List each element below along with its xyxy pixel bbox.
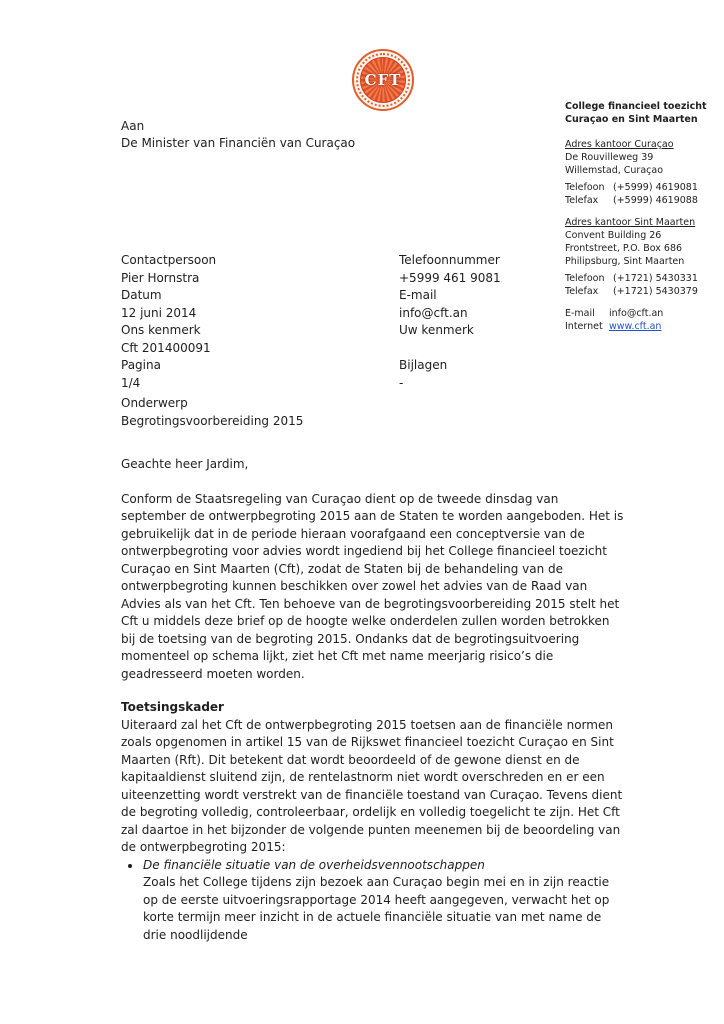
meta-label-pagina: Pagina: [121, 358, 161, 372]
meta-pair-datum-email: [121, 287, 626, 322]
section-heading-toetsingskader: Toetsingskader: [121, 700, 224, 714]
salutation: Geachte heer Jardim,: [121, 457, 249, 471]
office-sxm-address-line2: Frontstreet, P.O. Box 686: [565, 243, 683, 254]
office-curacao-heading: Adres kantoor Curaçao: [565, 139, 674, 150]
meta-value-contactpersoon: Pier Hornstra: [121, 270, 200, 285]
paragraph-2: Uiteraard zal het Cft de ontwerpbegroting 2015 toetsen aan de financiële normen zoals opgenomen in artikel 15 van de Rijkswet financieel toezicht Curaçao en Sint Maarten (Rft). Dit betekent dat wordt beoordeeld of de gewone dienst en de kapitaaldienst sluitend zijn, de rentelastnorm niet wordt overschreden en er een uiteenzetting wordt verstrekt van de financiële toestand van Curaçao. Tevens dient de begroting volledig, controleerbaar, ordelijk en volledig toegelicht te zijn. Het Cft zal daartoe in het bijzonder de volgende punten meenemen bij de beoordeling van de ontwerpbegroting 2015:: [121, 717, 623, 854]
subject-value: Begrotingsvoorbereiding 2015: [121, 413, 304, 428]
subject-label: Onderwerp: [121, 396, 188, 410]
meta-pair-kenmerk: [121, 322, 626, 357]
meta-value-telefoonnummer: +5999 461 9081: [399, 270, 501, 285]
meta-value-ons-kenmerk: Cft 201400091: [121, 340, 211, 355]
fax-row: [565, 194, 720, 207]
cft-seal-sunburst: [360, 57, 406, 103]
bullet-title: • De financiële situatie van de overheidsvennootschappen: [143, 857, 485, 872]
meta-label-telefoonnummer: Telefoonnummer: [399, 253, 500, 267]
website-link[interactable]: www.cft.an: [609, 321, 662, 332]
cft-logo-text: CFT: [364, 71, 402, 89]
meta-pair-contact-phone: [121, 252, 626, 287]
meta-label-bijlagen: Bijlagen: [399, 358, 448, 372]
recipient-name: De Minister van Financiën van Curaçao: [121, 136, 356, 150]
meta-label-ons-kenmerk: Ons kenmerk: [121, 323, 201, 337]
phone-label: Telefoon: [565, 182, 605, 193]
fax-number: (+5999) 4619088: [613, 195, 698, 206]
meta-value-uw-kenmerk: [399, 340, 626, 358]
org-name: [565, 100, 720, 126]
recipient-block: [121, 118, 355, 152]
recipient-label: Aan: [121, 119, 145, 133]
email-address-link[interactable]: info@cft.an: [609, 308, 664, 319]
meta-value-datum: 12 juni 2014: [121, 305, 197, 320]
meta-value-bijlagen: -: [399, 375, 404, 390]
phone-row: [565, 181, 720, 194]
meta-value-email: info@cft.an: [399, 305, 468, 320]
email-label: E-mail: [565, 308, 595, 319]
meta-pair-pagina-bijlagen: [121, 357, 626, 392]
office-curacao-address-line2: Willemstad, Curaçao: [565, 165, 664, 176]
fax-number: (+1721) 5430379: [613, 286, 698, 297]
fax-label: Telefax: [565, 286, 599, 297]
phone-number: (+5999) 4619081: [613, 182, 698, 193]
office-sint-maarten-heading: Adres kantoor Sint Maarten: [565, 217, 696, 228]
letter-body: [121, 456, 626, 944]
internet-label: Internet: [565, 321, 603, 332]
phone-number: (+1721) 5430331: [613, 273, 698, 284]
meta-value-pagina: 1/4: [121, 375, 141, 390]
office-curacao: [565, 138, 720, 207]
office-curacao-phones: [565, 181, 720, 207]
meta-label-email: E-mail: [399, 288, 437, 302]
letter-meta-grid: [121, 252, 626, 392]
paragraph-1: Conform de Staatsregeling van Curaçao dient op de tweede dinsdag van september de ontwerpbegroting 2015 aan de Staten te worden aangeboden. Het is gebruikelijk dat in de periode hieraan voorafgaand een conceptversie van de ontwerpbegroting voor advies wordt ingediend bij het College financieel toezicht Curaçao en Sint Maarten (Cft), zodat de Staten bij de behandeling van de ontwerpbegroting kunnen beschikken over zowel het advies van de Raad van Advies als van het Cft. Ten behoeve van de begrotingsvoorbereiding 2015 stelt het Cft u middels deze brief op de hoogte welke onderdelen zullen worden betrokken bij de toetsing van de begroting 2015. Ondanks dat de begrotingsuitvoering momenteel op schema lijkt, ziet het Cft met name meerjarig risico’s die geadresseerd moeten worden.: [121, 491, 624, 681]
assessment-points-list: [121, 857, 626, 945]
meta-label-uw-kenmerk: Uw kenmerk: [399, 323, 474, 337]
phone-label: Telefoon: [565, 273, 605, 284]
meta-label-contactpersoon: Contactpersoon: [121, 253, 217, 267]
bullet-body: Zoals het College tijdens zijn bezoek aan Curaçao begin mei en in zijn reactie op de eerste uitvoeringsrapportage 2014 heeft aangegeven, verwacht het op korte termijn meer inzicht in de actuele financiële situatie van met name de drie noodlijdende: [143, 875, 610, 942]
org-name-line2: Curaçao en Sint Maarten: [565, 114, 698, 125]
org-name-line1: College financieel toezicht: [565, 101, 707, 112]
fax-label: Telefax: [565, 195, 599, 206]
meta-label-datum: Datum: [121, 288, 162, 302]
office-sxm-address-line1: Convent Building 26: [565, 230, 662, 241]
subject-block: [121, 395, 303, 430]
list-item: [142, 857, 626, 945]
office-sxm-address-line3: Philipsburg, Sint Maarten: [565, 256, 685, 267]
cft-seal-logo: [352, 49, 414, 111]
office-curacao-address-line1: De Rouvilleweg 39: [565, 152, 654, 163]
